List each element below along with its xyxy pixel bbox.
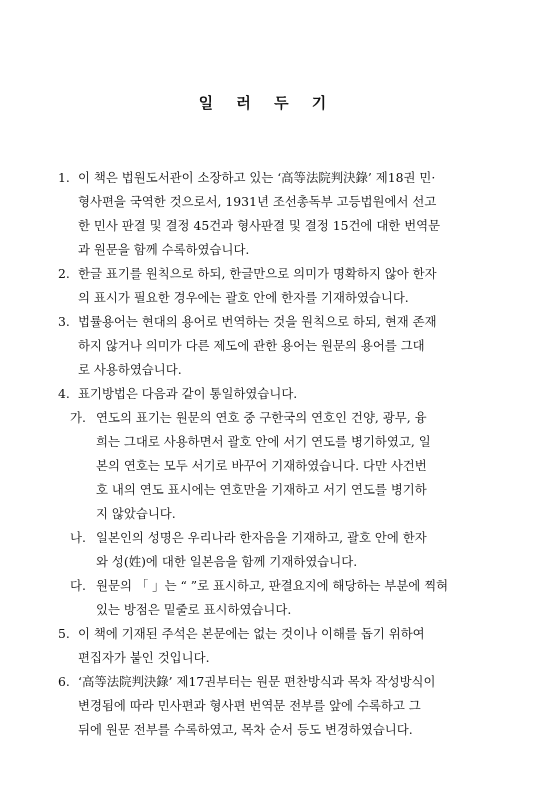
sub-list-item	[70, 574, 488, 622]
sub-list-item	[70, 526, 488, 574]
item-line: 로 사용하였습니다.	[78, 362, 182, 377]
item-line: 표기방법은 다음과 같이 통일하였습니다.	[78, 386, 298, 401]
sub-item-line: 희는 그대로 사용하면서 괄호 안에 서기 연도를 병기하였고, 일	[96, 434, 431, 449]
item-number: 1.	[58, 170, 70, 185]
item-number: 5.	[58, 626, 70, 641]
item-line: 한 민사 판결 및 결정 45건과 형사판결 및 결정 15건에 대한 번역문	[78, 218, 441, 233]
notes-list	[58, 166, 488, 742]
item-line: ‘高等法院判決錄’ 제17권부터는 원문 편찬방식과 목차 작성방식이	[78, 674, 436, 689]
item-line: 이 책은 법원도서관이 소장하고 있는 ‘高等法院判決錄’ 제18권 민·	[78, 170, 436, 185]
sub-item-number: 나.	[70, 530, 86, 545]
sub-item-line: 와 성(姓)에 대한 일본음을 함께 기재하였습니다.	[96, 554, 358, 569]
item-line: 형사편을 국역한 것으로서, 1931년 조선총독부 고등법원에서 선고	[78, 194, 437, 209]
item-number: 6.	[58, 674, 70, 689]
item-number: 4.	[58, 386, 70, 401]
sub-item-line: 호 내의 연도 표시에는 연호만을 기재하고 서기 연도를 병기하	[96, 482, 427, 497]
sub-item-line: 지 않았습니다.	[96, 506, 176, 521]
item-line: 편집자가 붙인 것입니다.	[78, 650, 210, 665]
list-item	[58, 166, 488, 262]
item-line: 한글 표기를 원칙으로 하되, 한글만으로 의미가 명확하지 않아 한자	[78, 266, 437, 281]
item-line: 이 책에 기재된 주석은 본문에는 없는 것이나 이해를 돕기 위하여	[78, 626, 425, 641]
sub-item-line: 연도의 표기는 원문의 연호 중 구한국의 연호인 건양, 광무, 융	[96, 410, 427, 425]
sub-item-line: 일본인의 성명은 우리나라 한자음을 기재하고, 괄호 안에 한자	[96, 530, 427, 545]
list-item	[58, 382, 488, 406]
sub-item-number: 가.	[70, 410, 86, 425]
page-title: 일 러 두 기	[198, 94, 336, 112]
sub-list-item	[70, 406, 488, 526]
list-item	[58, 622, 488, 670]
item-line: 과 원문을 함께 수록하였습니다.	[78, 242, 250, 257]
item-line: 변경됨에 따라 민사편과 형사편 번역문 전부를 앞에 수록하고 그	[78, 698, 421, 713]
list-item	[58, 262, 488, 310]
sub-item-number: 다.	[70, 578, 86, 593]
item-number: 2.	[58, 266, 70, 281]
item-line: 뒤에 원문 전부를 수록하였고, 목차 순서 등도 변경하였습니다.	[78, 722, 413, 737]
item-line: 하지 않거나 의미가 다른 제도에 관한 용어는 원문의 용어를 그대	[78, 338, 425, 353]
sub-item-line: 본의 연호는 모두 서기로 바꾸어 기재하였습니다. 다만 사건번	[96, 458, 427, 473]
item-line: 의 표시가 필요한 경우에는 괄호 안에 한자를 기재하였습니다.	[78, 290, 409, 305]
sub-item-line: 있는 방점은 밑줄로 표시하였습니다.	[96, 602, 292, 617]
item-line: 법률용어는 현대의 용어로 번역하는 것을 원칙으로 하되, 현재 존재	[78, 314, 437, 329]
list-item	[58, 310, 488, 382]
item-number: 3.	[58, 314, 70, 329]
list-item	[58, 670, 488, 742]
sub-item-line: 원문의 「 」는 “ ”로 표시하고, 판결요지에 해당하는 부분에 찍혀	[96, 578, 449, 593]
